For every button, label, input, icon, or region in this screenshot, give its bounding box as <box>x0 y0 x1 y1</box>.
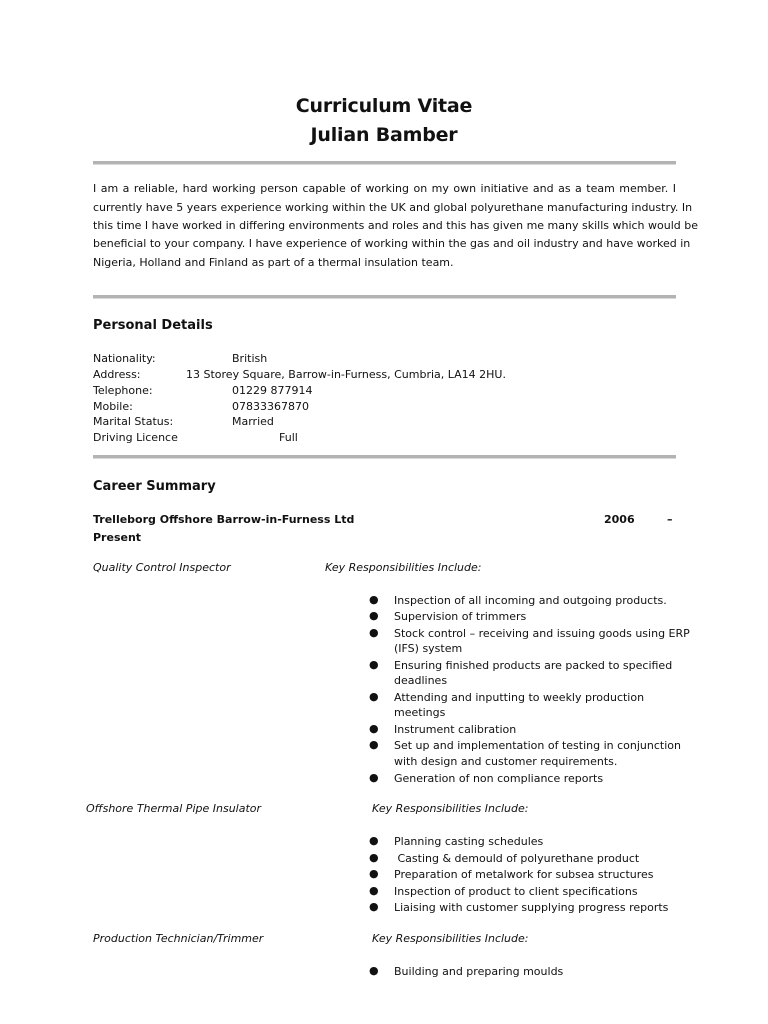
list-item: Attending and inputting to weekly production <box>394 691 645 704</box>
bullet-icon: ● <box>369 722 379 735</box>
divider <box>93 455 676 459</box>
list-item: Planning casting schedules <box>394 835 544 848</box>
list-item: Inspection of all incoming and outgoing products. <box>394 594 667 607</box>
responsibilities-label: Key Responsibilities Include: <box>372 802 529 815</box>
list-item: Stock control – receiving and issuing goods using ERP <box>394 627 690 640</box>
bullet-icon: ● <box>369 884 379 897</box>
pd-value: 07833367870 <box>232 400 309 413</box>
pd-label: Address: <box>93 368 141 381</box>
pd-label: Telephone: <box>93 384 153 397</box>
intro-line: currently have 5 years experience working within the UK and global polyurethane manufacturing industry. In <box>93 201 693 214</box>
list-item: Generation of non compliance reports <box>394 772 604 785</box>
document-title: Curriculum Vitae <box>295 95 473 117</box>
role-title: Offshore Thermal Pipe Insulator <box>86 802 262 815</box>
list-item: Inspection of product to client specifications <box>394 885 638 898</box>
personal-details-heading: Personal Details <box>93 318 213 333</box>
employment-end: Present <box>93 531 142 544</box>
divider <box>93 161 676 165</box>
list-item: Building and preparing moulds <box>394 965 564 978</box>
pd-label: Marital Status: <box>93 415 174 428</box>
bullet-icon: ● <box>369 771 379 784</box>
list-item: Set up and implementation of testing in conjunction <box>394 739 681 752</box>
pd-label: Nationality: <box>93 352 156 365</box>
responsibilities-label: Key Responsibilities Include: <box>372 932 529 945</box>
list-item: Liaising with customer supplying progress reports <box>394 901 669 914</box>
bullet-icon: ● <box>369 738 379 751</box>
list-item: Preparation of metalwork for subsea structures <box>394 868 654 881</box>
pd-value: British <box>232 352 268 365</box>
bullet-icon: ● <box>369 609 379 622</box>
bullet-icon: ● <box>369 658 379 671</box>
list-item: Casting & demould of polyurethane product <box>394 852 640 865</box>
list-item-continuation: with design and customer requirements. <box>394 755 618 768</box>
role-title: Quality Control Inspector <box>93 561 231 574</box>
role-title: Production Technician/Trimmer <box>93 932 264 945</box>
pd-value: 01229 877914 <box>232 384 313 397</box>
list-item: Ensuring finished products are packed to specified <box>394 659 673 672</box>
intro-line: I am a reliable, hard working person capable of working on my own initiative and as a team member. I <box>93 182 676 195</box>
employment-start: 2006 <box>604 513 635 526</box>
list-item: Supervision of trimmers <box>394 610 527 623</box>
pd-value: 13 Storey Square, Barrow-in-Furness, Cumbria, LA14 2HU. <box>186 368 506 381</box>
employer-name: Trelleborg Offshore Barrow-in-Furness Ltd <box>93 513 355 526</box>
responsibilities-label: Key Responsibilities Include: <box>325 561 482 574</box>
bullet-icon: ● <box>369 900 379 913</box>
bullet-icon: ● <box>369 690 379 703</box>
intro-line: beneficial to your company. I have experience of working within the gas and oil industry and have worked in <box>93 237 691 250</box>
pd-label: Mobile: <box>93 400 133 413</box>
list-item-continuation: deadlines <box>394 674 448 687</box>
bullet-icon: ● <box>369 834 379 847</box>
pd-value: Full <box>279 431 298 444</box>
list-item-continuation: meetings <box>394 706 446 719</box>
bullet-icon: ● <box>369 593 379 606</box>
bullet-icon: ● <box>369 964 379 977</box>
divider <box>93 295 676 299</box>
list-item-continuation: (IFS) system <box>394 642 463 655</box>
bullet-icon: ● <box>369 626 379 639</box>
pd-label: Driving Licence <box>93 431 178 444</box>
intro-line: Nigeria, Holland and Finland as part of a thermal insulation team. <box>93 256 454 269</box>
bullet-icon: ● <box>369 867 379 880</box>
employment-dash: – <box>667 513 673 526</box>
career-summary-heading: Career Summary <box>93 479 216 494</box>
bullet-icon: ● <box>369 851 379 864</box>
pd-value: Married <box>232 415 274 428</box>
candidate-name: Julian Bamber <box>310 124 458 146</box>
intro-line: this time I have worked in differing environments and roles and this has given me many skills which would be <box>93 219 699 232</box>
list-item: Instrument calibration <box>394 723 517 736</box>
